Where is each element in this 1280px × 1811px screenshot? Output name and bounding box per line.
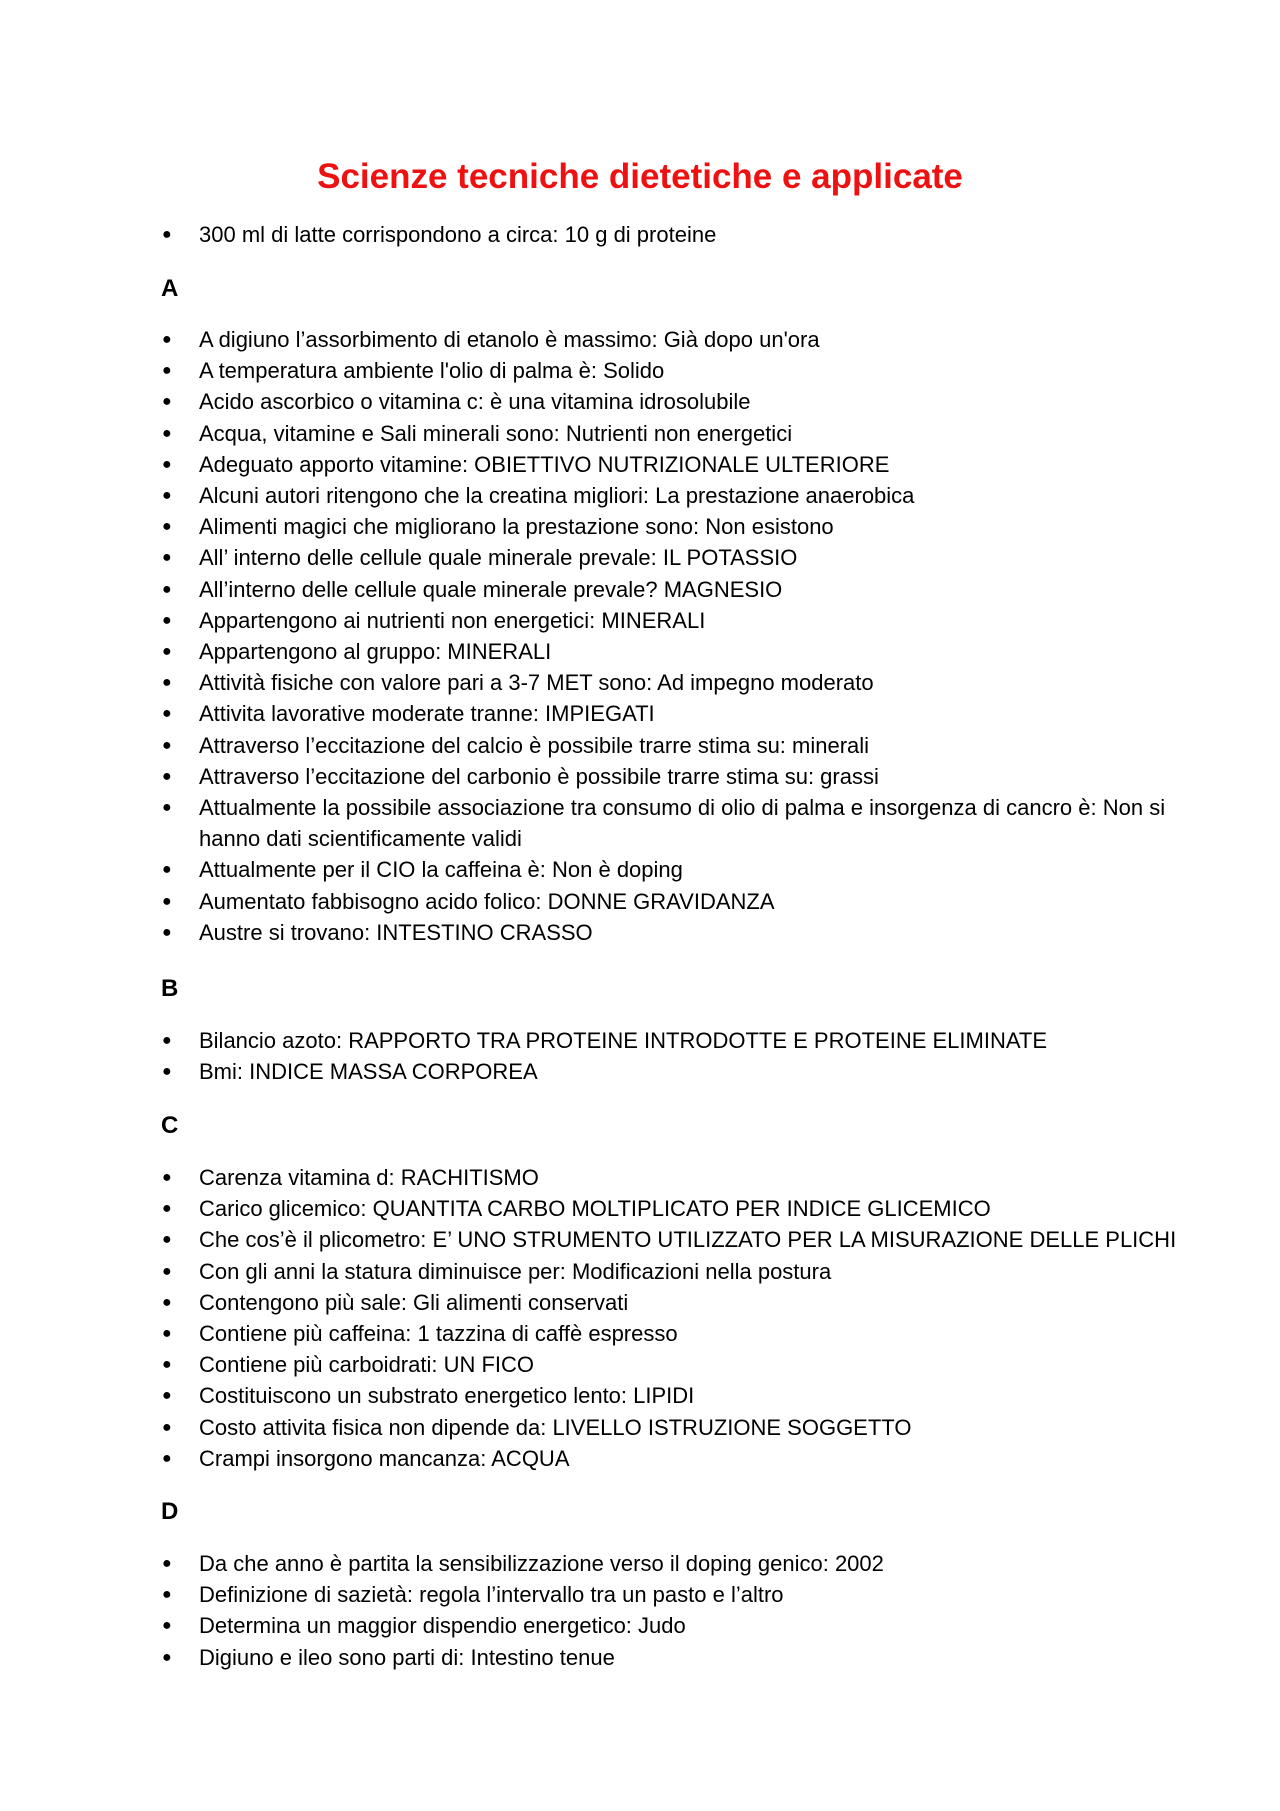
bullet-icon: ● <box>162 580 172 598</box>
list-item: ● Che cos’è il plicometro: E’ UNO STRUMENTO UTILIZZATO PER LA MISURAZIONE DELLE PLICHI <box>0 1224 1280 1255</box>
list-item: ● All’interno delle cellule quale minerale prevale? MAGNESIO <box>0 574 1280 605</box>
bullet-icon: ● <box>162 331 172 348</box>
list-item: ● 300 ml di latte corrispondono a circa: 10 g di proteine <box>0 219 1280 250</box>
list-item: ● Attivita lavorative moderate tranne: IMPIEGATI <box>0 698 1280 729</box>
bullet-icon: ● <box>162 1356 172 1374</box>
list-item: ● Definizione di sazietà: regola l’intervallo tra un pasto e l’altro <box>0 1579 1280 1610</box>
bullet-icon: ● <box>162 1449 172 1467</box>
bullet-icon: ● <box>162 1032 172 1049</box>
list-item: ● Attualmente per il CIO la caffeina è: Non è doping <box>0 854 1280 885</box>
list-item: ● A digiuno l’assorbimento di etanolo è massimo: Già dopo un'ora <box>0 324 1280 355</box>
bullet-icon: ● <box>162 1387 172 1405</box>
list-item: ● Bmi: INDICE MASSA CORPOREA <box>0 1056 1280 1087</box>
list-item: ● Austre si trovano: INTESTINO CRASSO <box>0 917 1280 948</box>
list-item: ● Attraverso l’eccitazione del calcio è possibile trarre stima su: minerali <box>0 730 1280 761</box>
list-item: ● Determina un maggior dispendio energetico: Judo <box>0 1610 1280 1641</box>
bullet-icon: ● <box>162 1200 172 1218</box>
bullet-icon: ● <box>162 549 172 567</box>
list-item: ● Carenza vitamina d: RACHITISMO <box>0 1162 1280 1193</box>
list-item: ● Con gli anni la statura diminuisce per: Modificazioni nella postura <box>0 1256 1280 1287</box>
bullet-icon: ● <box>162 767 172 785</box>
section-b-list <box>0 1025 1280 1087</box>
bullet-icon: ● <box>162 1169 172 1186</box>
section-heading-a: A <box>161 275 179 302</box>
intro-list <box>0 219 1280 250</box>
list-item: ● Carico glicemico: QUANTITA CARBO MOLTIPLICATO PER INDICE GLICEMICO <box>0 1193 1280 1224</box>
list-item: ● Adeguato apporto vitamine: OBIETTIVO NUTRIZIONALE ULTERIORE <box>0 449 1280 480</box>
document-title: Scienze tecniche dietetiche e applicate <box>317 157 963 196</box>
bullet-icon: ● <box>162 1231 172 1249</box>
bullet-icon: ● <box>162 611 172 629</box>
list-item: ● Acido ascorbico o vitamina c: è una vitamina idrosolubile <box>0 386 1280 417</box>
bullet-icon: ● <box>162 455 172 473</box>
list-item: ● Acqua, vitamine e Sali minerali sono: Nutrienti non energetici <box>0 418 1280 449</box>
list-item: ● A temperatura ambiente l'olio di palma è: Solido <box>0 355 1280 386</box>
bullet-icon: ● <box>162 892 172 910</box>
bullet-icon: ● <box>162 1063 172 1081</box>
list-item: ● Aumentato fabbisogno acido folico: DONNE GRAVIDANZA <box>0 886 1280 917</box>
bullet-icon: ● <box>162 674 172 692</box>
list-item: ● Contengono più sale: Gli alimenti conservati <box>0 1287 1280 1318</box>
bullet-icon: ● <box>162 518 172 536</box>
list-item: ● Attività fisiche con valore pari a 3-7 MET sono: Ad impegno moderato <box>0 667 1280 698</box>
bullet-icon: ● <box>162 799 172 817</box>
section-heading-d: D <box>161 1498 179 1525</box>
bullet-icon: ● <box>162 1325 172 1343</box>
list-item: ● Costituiscono un substrato energetico lento: LIPIDI <box>0 1380 1280 1411</box>
bullet-icon: ● <box>162 923 172 941</box>
bullet-icon: ● <box>162 1617 172 1635</box>
section-d-list <box>0 1548 1280 1673</box>
list-item: ● Da che anno è partita la sensibilizzazione verso il doping genico: 2002 <box>0 1548 1280 1579</box>
bullet-icon: ● <box>162 705 172 723</box>
list-item: ● All’ interno delle cellule quale minerale prevale: IL POTASSIO <box>0 542 1280 573</box>
bullet-icon: ● <box>162 736 172 754</box>
bullet-icon: ● <box>162 393 172 411</box>
bullet-icon: ● <box>162 1293 172 1311</box>
list-item: ● Contiene più carboidrati: UN FICO <box>0 1349 1280 1380</box>
list-item: ● Alimenti magici che migliorano la prestazione sono: Non esistono <box>0 511 1280 542</box>
bullet-icon: ● <box>162 1262 172 1280</box>
bullet-icon: ● <box>162 226 172 243</box>
list-item: ● Attraverso l’eccitazione del carbonio è possibile trarre stima su: grassi <box>0 761 1280 792</box>
bullet-icon: ● <box>162 424 172 442</box>
section-c-list <box>0 1162 1280 1474</box>
list-item: ● Attualmente la possibile associazione tra consumo di olio di palma e insorgenza di cancro è: Non si hanno dati scientificamente validi <box>0 792 1280 854</box>
list-item: ● Digiuno e ileo sono parti di: Intestino tenue <box>0 1642 1280 1673</box>
list-item: ● Contiene più caffeina: 1 tazzina di caffè espresso <box>0 1318 1280 1349</box>
list-item: ● Crampi insorgono mancanza: ACQUA <box>0 1443 1280 1474</box>
bullet-icon: ● <box>162 1648 172 1666</box>
bullet-icon: ● <box>162 861 172 879</box>
bullet-icon: ● <box>162 1586 172 1604</box>
section-a-list <box>0 324 1280 948</box>
list-item: ● Costo attivita fisica non dipende da: LIVELLO ISTRUZIONE SOGGETTO <box>0 1412 1280 1443</box>
section-heading-c: C <box>161 1112 179 1139</box>
list-item: ● Alcuni autori ritengono che la creatina migliori: La prestazione anaerobica <box>0 480 1280 511</box>
bullet-icon: ● <box>162 1418 172 1436</box>
section-heading-b: B <box>161 975 179 1002</box>
list-item: ● Appartengono ai nutrienti non energetici: MINERALI <box>0 605 1280 636</box>
bullet-icon: ● <box>162 643 172 661</box>
list-item: ● Bilancio azoto: RAPPORTO TRA PROTEINE INTRODOTTE E PROTEINE ELIMINATE <box>0 1025 1280 1056</box>
bullet-icon: ● <box>162 362 172 380</box>
bullet-icon: ● <box>162 487 172 505</box>
bullet-icon: ● <box>162 1555 172 1572</box>
list-item: ● Appartengono al gruppo: MINERALI <box>0 636 1280 667</box>
